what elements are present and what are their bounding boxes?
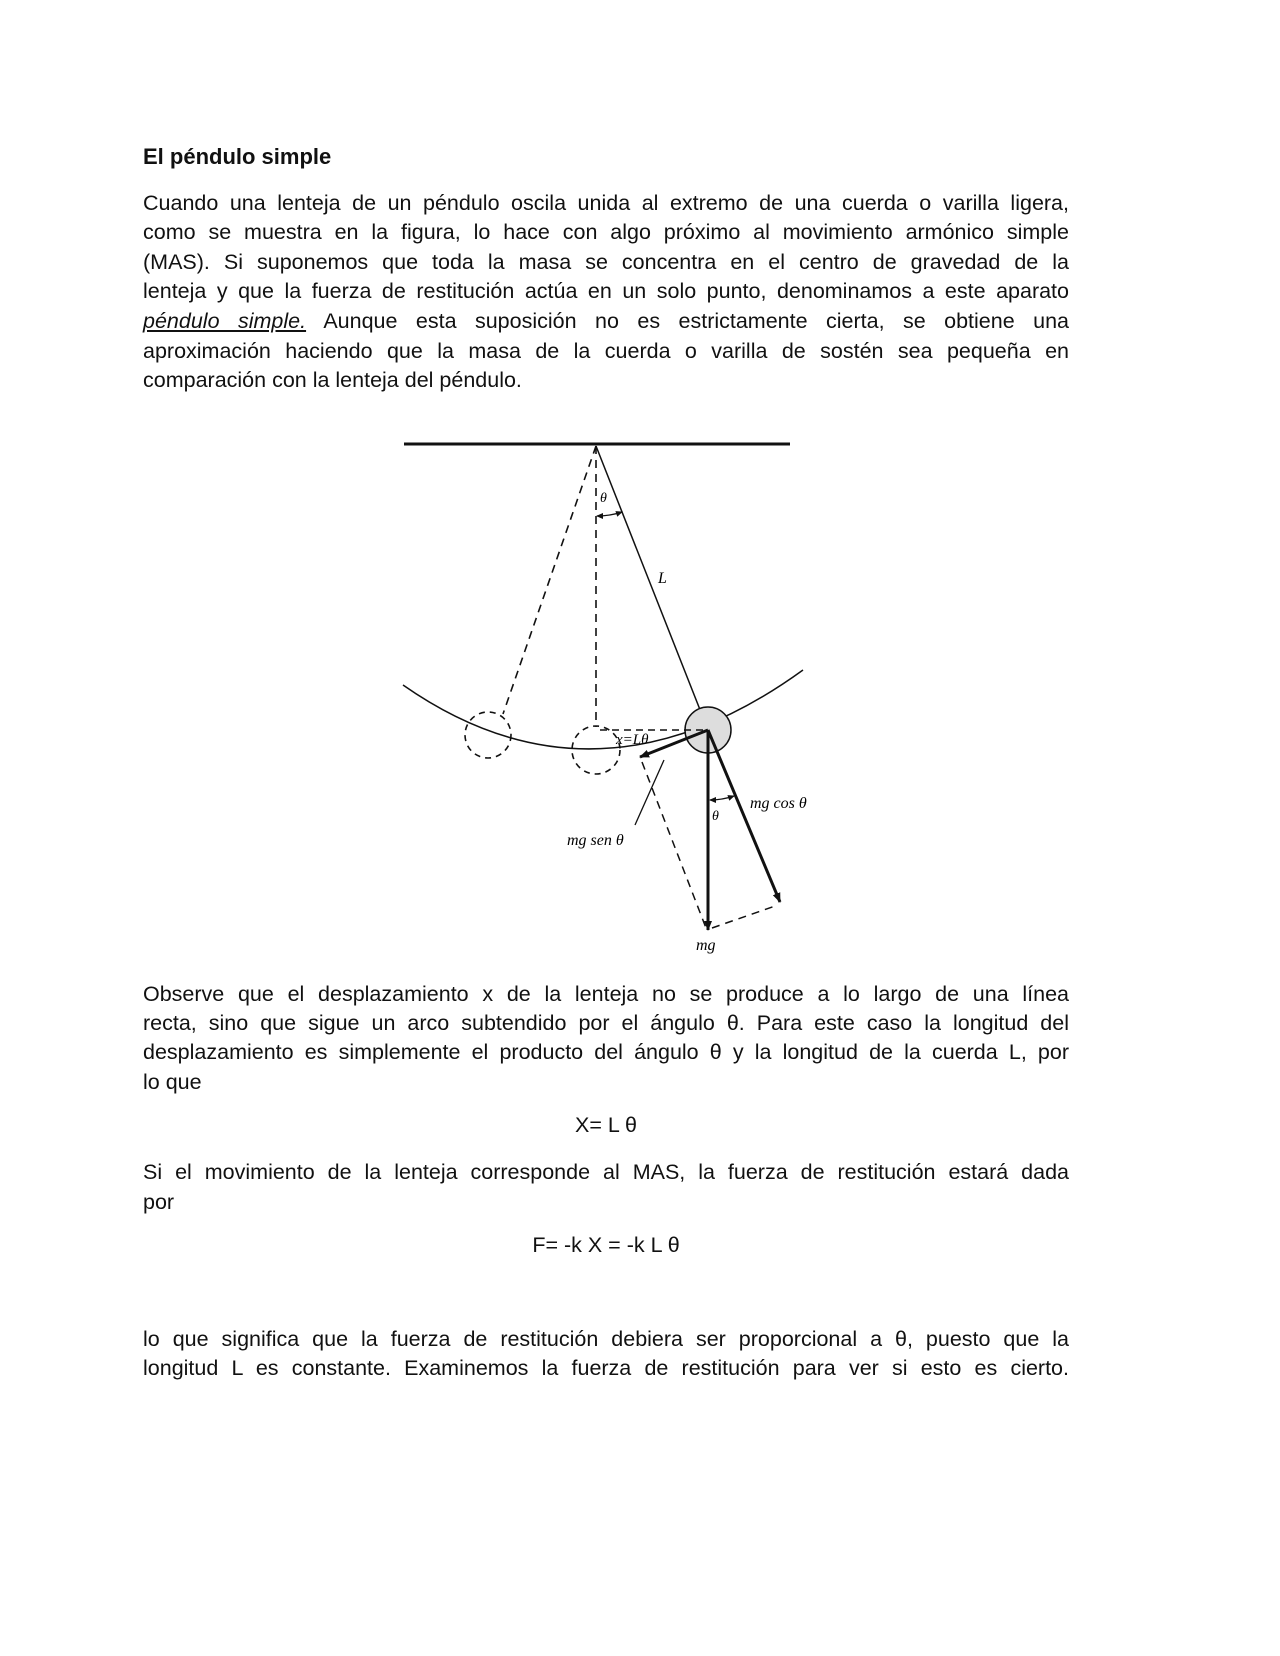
theta-bottom-label: θ (712, 809, 719, 824)
text-line: Si el movimiento de la lenteja corresponde al MAS, la fuerza de restitución estará dada (143, 1160, 1069, 1184)
weight-label: mg (696, 937, 716, 954)
text-line: longitud L es constante. Examinemos la fuerza de restitución para ver si esto es cierto. (143, 1356, 1069, 1380)
string (596, 446, 708, 730)
pendulum-diagram (390, 420, 830, 960)
equation-displacement: X= L θ (575, 1113, 637, 1137)
text-line: lo que (143, 1070, 202, 1094)
text-line: Observe que el desplazamiento x de la lenteja no se produce a lo largo de una línea (143, 982, 1069, 1006)
text-line: (MAS). Si suponemos que toda la masa se concentra en el centro de gravedad de la (143, 250, 1069, 274)
bob-center-dashed (572, 726, 620, 774)
text-line: lenteja y que la fuerza de restitución actúa en un solo punto, denominamos a este aparato (143, 279, 1069, 303)
text-line: por (143, 1190, 175, 1214)
dashed-left-string (503, 446, 596, 714)
text-line (143, 308, 1069, 334)
equation-force: F= -k X = -k L θ (532, 1233, 680, 1257)
text-line: aproximación haciendo que la masa de la cuerda o varilla de sostén sea pequeña en (143, 339, 1069, 363)
section-title: El péndulo simple (143, 144, 332, 169)
dashed-parallel-2 (712, 905, 778, 928)
term-pendulo-simple: péndulo simple. (143, 309, 307, 333)
theta-top-label: θ (600, 491, 607, 506)
text-line: lo que significa que la fuerza de restitución debiera ser proporcional a θ, puesto que la (143, 1327, 1069, 1351)
radial-label: mg cos θ (750, 795, 807, 812)
bob-left-dashed (465, 712, 511, 758)
text-line: desplazamiento es simplemente el producto del ángulo θ y la longitud de la cuerda L, por (143, 1040, 1069, 1064)
arc-length-label: x=Lθ (616, 732, 649, 748)
text-line-rest: Aunque esta suposición no es estrictamente cierta, se obtiene una (323, 309, 1069, 333)
swing-arc (403, 670, 803, 749)
theta-bottom-arc (710, 796, 734, 800)
text-line: Cuando una lenteja de un péndulo oscila unida al extremo de una cuerda o varilla ligera, (143, 191, 1069, 215)
length-label: L (658, 570, 667, 587)
text-line: recta, sino que sigue un arco subtendido por el ángulo θ. Para este caso la longitud del (143, 1011, 1069, 1035)
tangential-label: mg sen θ (567, 832, 624, 849)
theta-top-arc (597, 512, 622, 516)
text-line: comparación con la lenteja del péndulo. (143, 368, 522, 392)
label-leader (635, 760, 664, 825)
text-line: como se muestra en la figura, lo hace con algo próximo al movimiento armónico simple (143, 220, 1069, 244)
